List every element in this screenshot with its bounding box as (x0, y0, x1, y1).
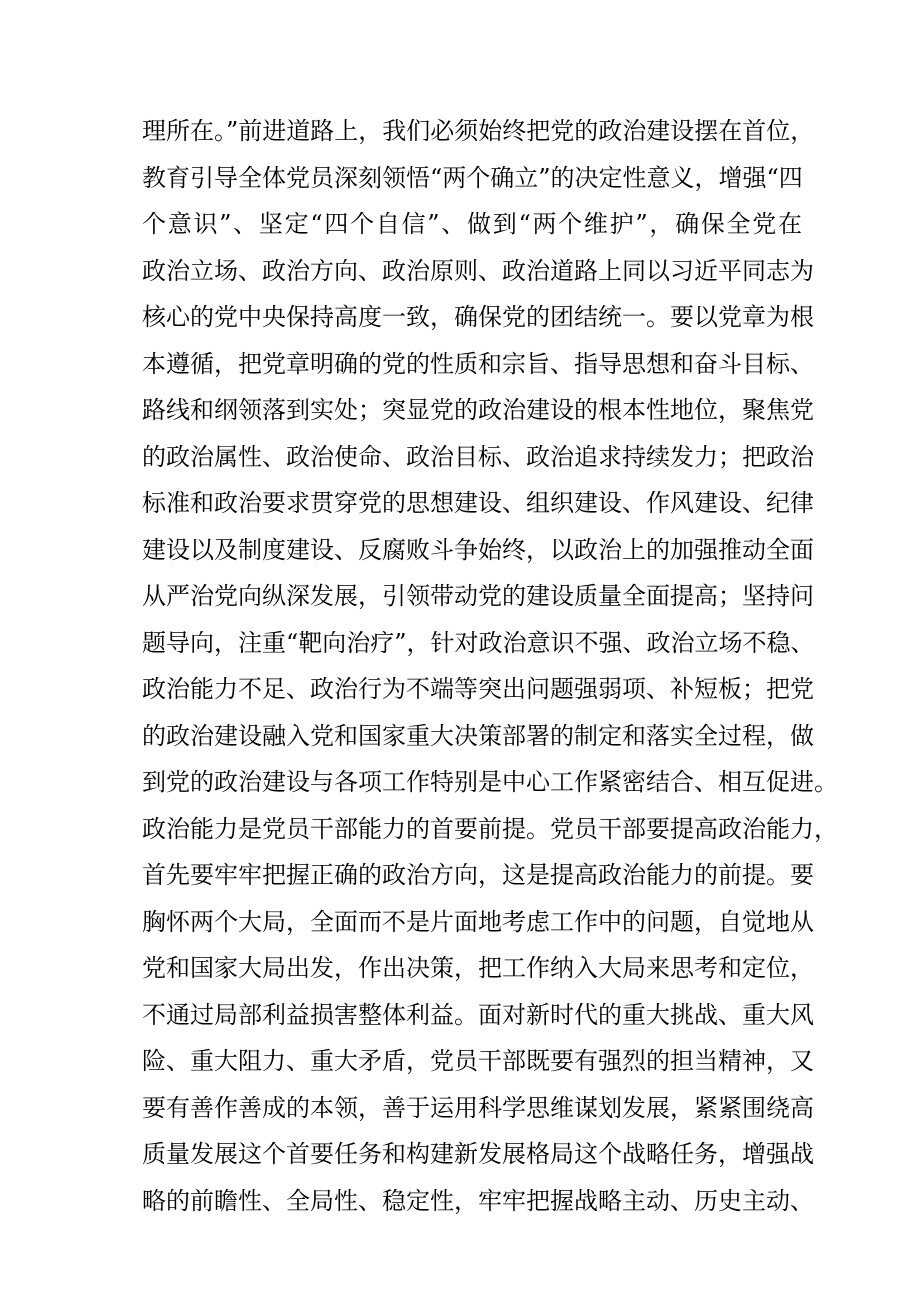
body-text (142, 108, 838, 1224)
text-line: 到党的政治建设与各项工作特别是中心工作紧密结合、相互促进。 (142, 768, 838, 796)
text-line: 的政治建设融入党和国家重大决策部署的制定和落实全过程，做 (142, 721, 814, 750)
text-line: 要有善作善成的本领，善于运用科学思维谋划发展，紧紧围绕高 (142, 1093, 814, 1122)
text-line: 建设以及制度建设、反腐败斗争始终，以政治上的加强推动全面 (142, 535, 814, 564)
text-line: 教育引导全体党员深刻领悟“两个确立”的决定性意义，增强“四 (142, 163, 803, 192)
text-line: 险、重大阻力、重大矛盾，党员干部既要有强烈的担当精神，又 (142, 1047, 814, 1075)
text-line: 政治能力不足、政治行为不端等突出问题强弱项、补短板；把党 (142, 675, 814, 703)
text-line: 本遵循，把党章明确的党的性质和宗旨、指导思想和奋斗目标、 (142, 349, 814, 378)
text-line: 的政治属性、政治使命、政治目标、政治追求持续发力；把政治 (142, 442, 814, 471)
text-line: 政治立场、政治方向、政治原则、政治道路上同以习近平同志为 (142, 256, 814, 285)
text-line: 路线和纲领落到实处；突显党的政治建设的根本性地位，聚焦党 (142, 396, 814, 424)
text-line: 题导向，注重“靶向治疗”，针对政治意识不强、政治立场不稳、 (142, 628, 815, 657)
text-line: 党和国家大局出发，作出决策，把工作纳入大局来思考和定位， (142, 954, 814, 982)
text-line: 个意识”、坚定“四个自信”、做到“两个维护”，确保全党在 (142, 210, 802, 238)
text-line: 质量发展这个首要任务和构建新发展格局这个战略任务，增强战 (142, 1140, 814, 1168)
text-line: 核心的党中央保持高度一致，确保党的团结统一。要以党章为根 (142, 303, 814, 331)
text-line: 政治能力是党员干部能力的首要前提。党员干部要提高政治能力， (142, 814, 838, 843)
text-line: 胸怀两个大局，全面而不是片面地考虑工作中的问题，自觉地从 (142, 907, 814, 936)
text-line: 理所在。”前进道路上，我们必须始终把党的政治建设摆在首位， (142, 117, 815, 145)
text-line: 首先要牢牢把握正确的政治方向，这是提高政治能力的前提。要 (142, 861, 814, 889)
text-line: 略的前瞻性、全局性、稳定性，牢牢把握战略主动、历史主动、 (142, 1186, 814, 1215)
text-line: 不通过局部利益损害整体利益。面对新时代的重大挑战、重大风 (142, 1000, 814, 1029)
text-line: 标准和政治要求贯穿党的思想建设、组织建设、作风建设、纪律 (142, 489, 814, 517)
text-line: 从严治党向纵深发展，引领带动党的建设质量全面提高；坚持问 (142, 582, 814, 610)
